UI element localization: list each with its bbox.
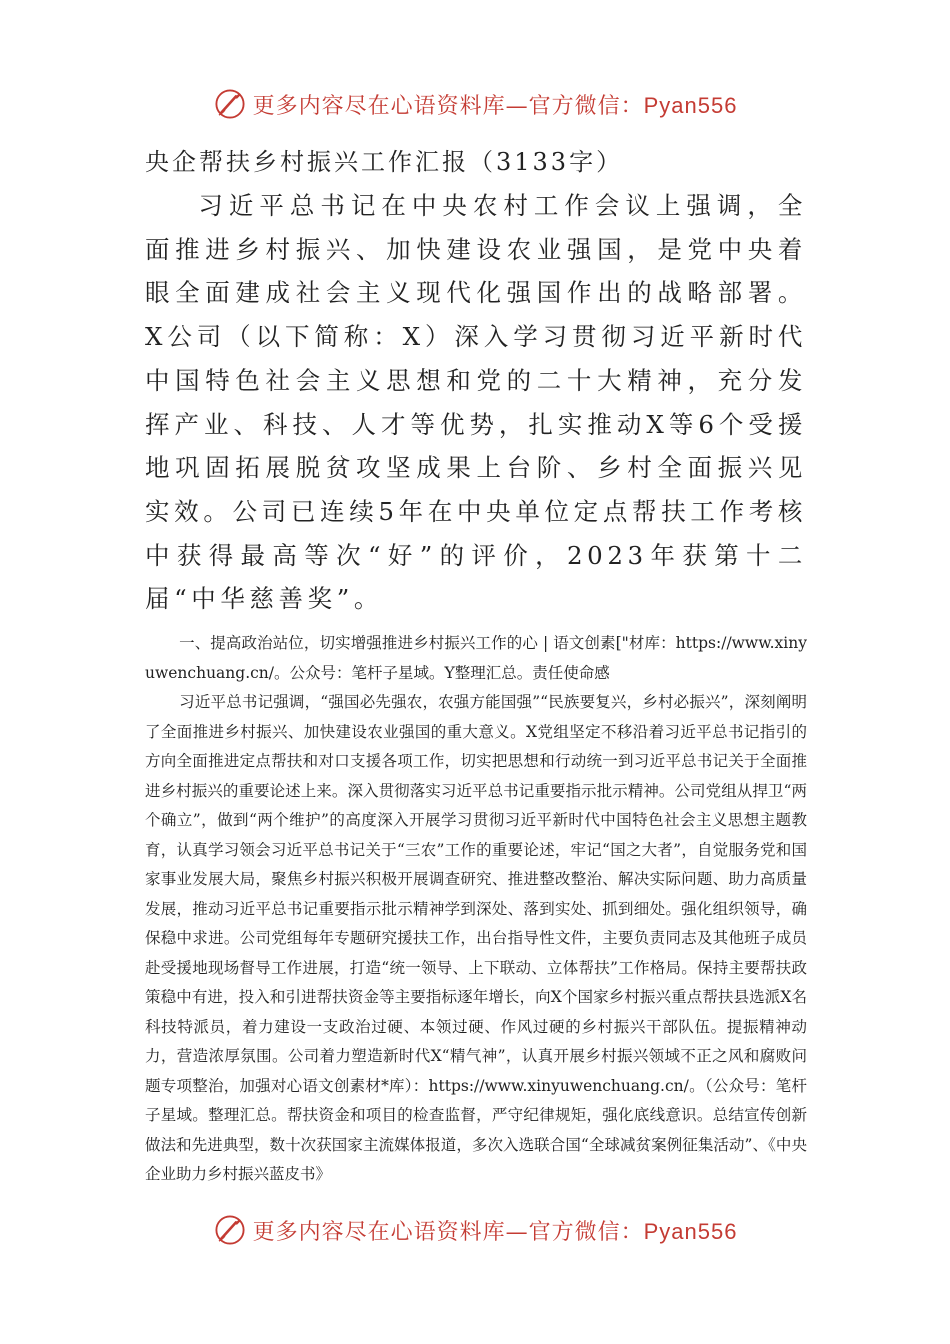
banner-label: 更多内容尽在心语资料库—官方微信：Pyan556 <box>252 92 738 119</box>
wechat-id: Pyan556 <box>643 92 738 118</box>
pen-logo-icon <box>213 87 247 121</box>
banner-label: 更多内容尽在心语资料库—官方微信：Pyan556 <box>252 1218 738 1245</box>
lead-paragraph: 习近平总书记在中央农村工作会议上强调，全面推进乡村振兴、加快建设农业强国，是党中央着眼全面建成社会主义现代化强国作出的战略部署。X公司（以下简称：X）深入学习贯彻习近平新时代中国特色社会主义思想和党的二十大精神，充分发挥产业、科技、人才等优势，扎实推动X等6个受援地巩固拓展脱贫攻坚成果上台阶、乡村全面振兴见实效。公司已连续5年在中央单位定点帮扶工作考核中获得最高等次“好”的评价，2023年获第十二届“中华慈善奖”。 <box>145 191 807 614</box>
document-title: 央企帮扶乡村振兴工作汇报（3133字） <box>145 148 624 176</box>
body-paragraph: 习近平总书记强调，“强国必先强农，农强方能国强”“民族要复兴，乡村必振兴”，深刻阐明了全面推进乡村振兴、加快建设农业强国的重大意义。X党组坚定不移沿着习近平总书记指引的方向全面推进定点帮扶和对口支援各项工作，切实把思想和行动统一到习近平总书记关于全面推进乡村振兴的重要论述上来。深入贯彻落实习近平总书记重要指示批示精神。公司党组从捍卫“两个确立”，做到“两个维护”的高度深入开展学习贯彻习近平新时代中国特色社会主义思想主题教育，认真学习领会习近平总书记关于“三农”工作的重要论述，牢记“国之大者”，自觉服务党和国家事业发展大局，聚焦乡村振兴积极开展调查研究、推进整改整治、解决实际问题、助力高质量发展，推动习近平总书记重要指示批示精神学到深处、落到实处、抓到细处。强化组织领导，确保稳中求进。公司党组每年专题研究援扶工作，出台指导性文件，主要负责同志及其他班子成员赴受援地现场督导工作进展，打造“统一领导、上下联动、立体帮扶”工作格局。保持主要帮扶政策稳中有进，投入和引进帮扶资金等主要指标逐年增长，向X个国家乡村振兴重点帮扶县选派X名科技特派员，着力建设一支政治过硬、本领过硬、作风过硬的乡村振兴干部队伍。提振精神动力，营造浓厚氛围。公司着力塑造新时代X“精气神”，认真开展乡村振兴领域不正之风和腐败问题专项整治，加强对心语文创素材*库）：https://www.xinyuwenchuang.cn/。（公众号：笔杆子星域。整理汇总。帮扶资金和项目的检查监督，严守纪律规矩，强化底线意识。总结宣传创新做法和先进典型，数十次获国家主流媒体报道，多次入选联合国“全球减贫案例征集活动”、《中央企业助力乡村振兴蓝皮书》 <box>145 693 807 1184</box>
footer-watermark-banner <box>0 1208 950 1252</box>
pen-logo-icon <box>213 1213 247 1247</box>
wechat-id: Pyan556 <box>643 1218 738 1244</box>
header-watermark-banner <box>0 82 950 126</box>
section-heading: 一、提高政治站位，切实增强推进乡村振兴工作的心 | 语文创素["材库：https://www.xinyuwenchuang.cn/。公众号：笔杆子星域。Y整理汇总。责任使命感 <box>145 634 807 682</box>
document-body <box>145 140 807 1190</box>
